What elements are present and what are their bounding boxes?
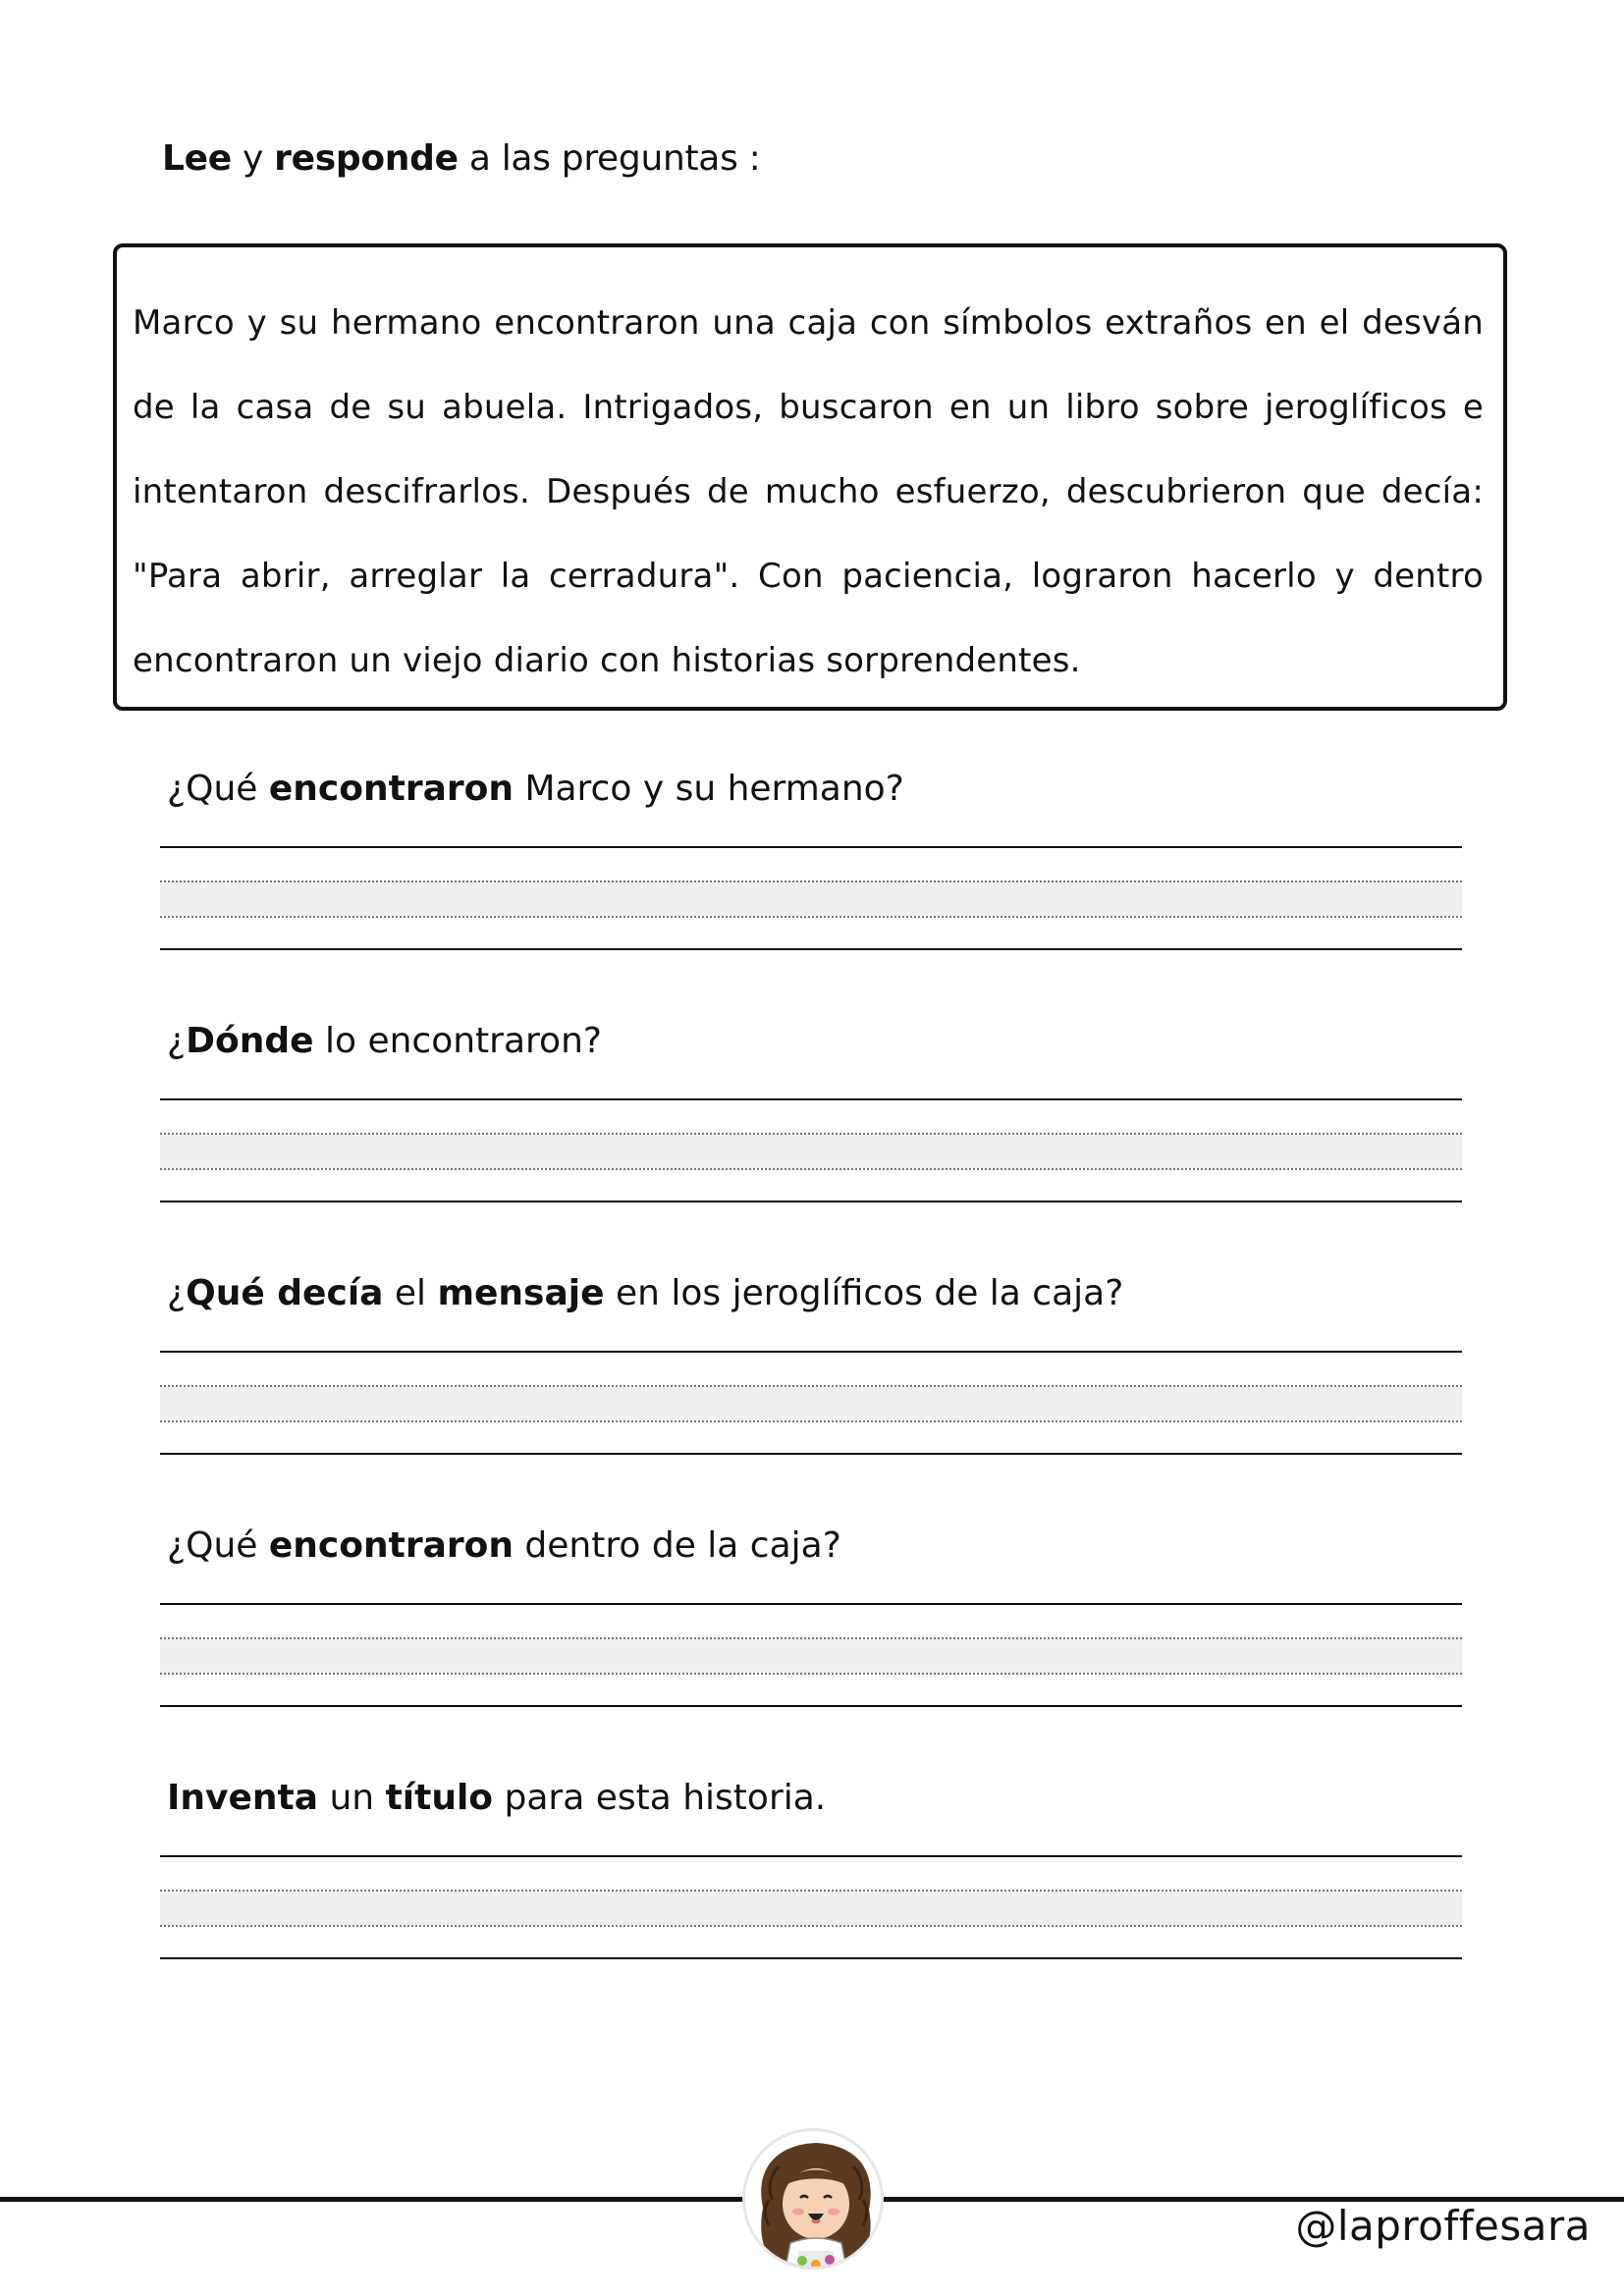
answer-lines-1[interactable] bbox=[160, 846, 1462, 952]
instruction-heading bbox=[162, 135, 761, 183]
instruction-text-2: a las preguntas : bbox=[458, 138, 761, 179]
author-handle: @laproffesara bbox=[1295, 2202, 1591, 2250]
question-2-bold-1: Dónde bbox=[186, 1021, 314, 1061]
question-1-text-2: Marco y su hermano? bbox=[513, 769, 904, 809]
answer-lines-2[interactable] bbox=[160, 1098, 1462, 1204]
question-5-bold-2: título bbox=[385, 1778, 494, 1818]
question-1-bold-1: encontraron bbox=[268, 769, 514, 809]
question-1 bbox=[167, 766, 904, 813]
story-text: Marco y su hermano encontraron una caja con símbolos extraños en el desván de la casa de su abuela. Intrigados, buscaron en un libro sobre jeroglíficos e intentaron descifrarlos. Después de mucho esfuerzo, descubrieron que decía: "Para abrir, arreglar la cerradura". Con paciencia, lograron hacerlo y dentro encontraron un viejo diario con historias sorprendentes. bbox=[133, 303, 1484, 680]
question-4-text-2: dentro de la caja? bbox=[513, 1525, 841, 1566]
question-4-bold-1: encontraron bbox=[268, 1525, 514, 1566]
question-5-bold-1: Inventa bbox=[167, 1778, 319, 1818]
question-3-text-2: el bbox=[383, 1273, 438, 1313]
question-1-text-1: ¿Qué bbox=[167, 769, 269, 809]
answer-lines-3[interactable] bbox=[160, 1351, 1462, 1457]
question-3-bold-1: Qué decía bbox=[186, 1273, 384, 1313]
instruction-text-1: y bbox=[231, 138, 275, 179]
question-4 bbox=[167, 1522, 841, 1570]
question-2-text-1: ¿ bbox=[167, 1021, 187, 1061]
question-5-text-2: para esta historia. bbox=[493, 1778, 827, 1818]
question-4-text-1: ¿Qué bbox=[167, 1525, 269, 1566]
question-3 bbox=[167, 1270, 1123, 1317]
question-2 bbox=[167, 1018, 602, 1065]
answer-lines-4[interactable] bbox=[160, 1603, 1462, 1709]
question-5-text-1: un bbox=[318, 1778, 386, 1818]
question-3-text-3: en los jeroglíficos de la caja? bbox=[604, 1273, 1124, 1313]
question-3-text-1: ¿ bbox=[167, 1273, 187, 1313]
question-2-text-2: lo encontraron? bbox=[313, 1021, 602, 1061]
instruction-bold-2: responde bbox=[274, 138, 459, 179]
answer-lines-5[interactable] bbox=[160, 1855, 1462, 1961]
question-5 bbox=[167, 1775, 826, 1822]
avatar-drawing bbox=[745, 2131, 884, 2269]
question-3-bold-2: mensaje bbox=[437, 1273, 605, 1313]
teacher-avatar-icon bbox=[742, 2128, 884, 2269]
instruction-bold-1: Lee bbox=[162, 138, 232, 179]
